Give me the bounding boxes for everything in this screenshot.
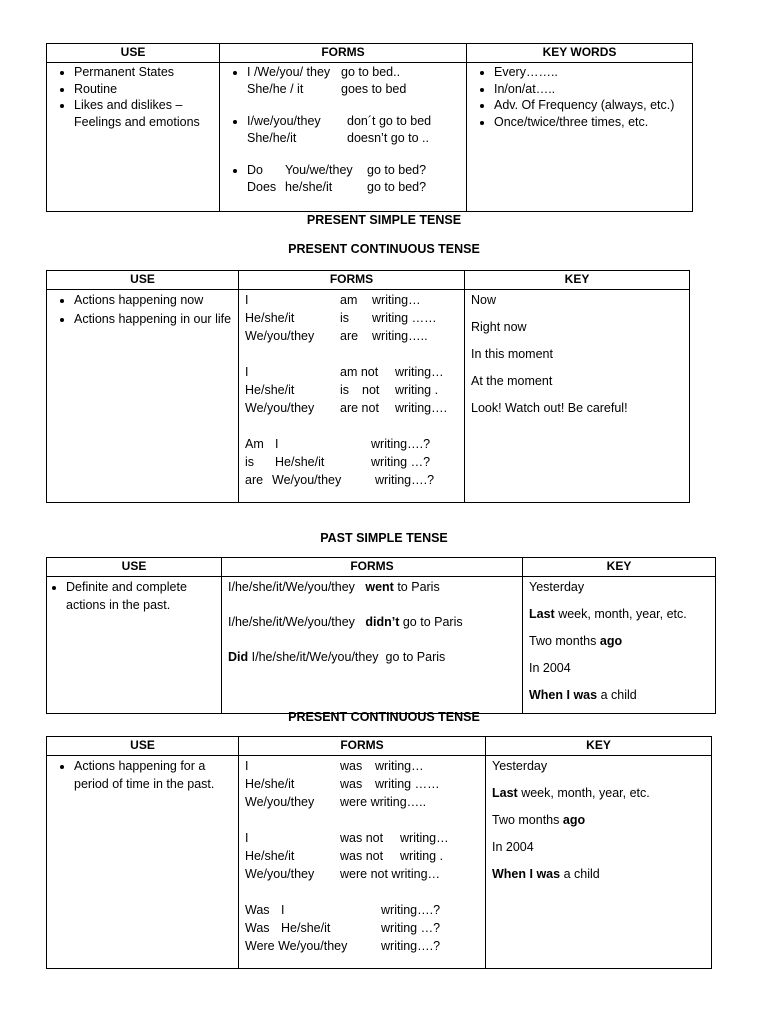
- form-affirmative: • I /We/you/ they go to bed.. She/he / it goes to bed: [247, 64, 465, 97]
- header-key-words: KEY WORDS: [467, 44, 693, 63]
- past-simple-table: [46, 557, 716, 714]
- key-words-cell: [467, 63, 693, 212]
- form-affirmative: I was writing… He/she/it was writing …… We/you/they were writing…..: [245, 759, 440, 809]
- form-question: • Do You/we/they go to bed? Does he/she/it go to bed?: [247, 162, 465, 195]
- key-word-item: • In/on/at…..: [494, 81, 691, 98]
- header-use: USE: [47, 44, 220, 63]
- heading-present-simple: PRESENT SIMPLE TENSE: [306, 213, 462, 227]
- header-key: KEY: [465, 271, 690, 290]
- forms-cell: [239, 290, 465, 503]
- key-word-item: • Adv. Of Frequency (always, etc.): [494, 97, 691, 114]
- key-item: Yesterday: [492, 759, 548, 773]
- key-item: When I was a child: [529, 688, 637, 702]
- header-forms: FORMS: [239, 271, 465, 290]
- use-item: • Permanent States: [74, 64, 218, 81]
- form-question: Did I/he/she/it/We/you/they go to Paris: [228, 650, 446, 664]
- form-negative: I/he/she/it/We/you/they didn’t go to Paris: [228, 615, 463, 629]
- past-continuous-table: [46, 736, 712, 969]
- header-key: KEY: [486, 737, 712, 756]
- header-key: KEY: [523, 558, 716, 577]
- key-item: Right now: [471, 320, 527, 334]
- key-item: Now: [471, 293, 497, 307]
- key-item: In 2004: [492, 840, 534, 854]
- key-cell: [465, 290, 690, 503]
- use-item: • Likes and dislikes – Feelings and emotions: [74, 97, 218, 130]
- form-affirmative: I/he/she/it/We/you/they went to Paris: [228, 580, 440, 594]
- heading-past-simple: PAST SIMPLE TENSE: [320, 531, 448, 545]
- form-question: Was I writing….? Was He/she/it writing …? Were We/you/they writing….?: [245, 903, 441, 953]
- use-cell: [47, 290, 239, 503]
- key-item: In this moment: [471, 347, 553, 361]
- key-item: Yesterday: [529, 580, 585, 594]
- heading-present-continuous: PRESENT CONTINUOUS TENSE: [288, 242, 480, 256]
- key-item: Two months ago: [529, 634, 623, 648]
- header-use: USE: [47, 271, 239, 290]
- present-simple-table: [46, 43, 693, 212]
- key-item: At the moment: [471, 374, 553, 388]
- key-item: Last week, month, year, etc.: [492, 786, 650, 800]
- forms-cell: [239, 756, 486, 969]
- key-item: Two months ago: [492, 813, 586, 827]
- key-item: When I was a child: [492, 867, 600, 881]
- key-word-item: • Once/twice/three times, etc.: [494, 114, 691, 131]
- form-negative: • I/we/you/they don´t go to bed She/he/it doesn’t go to ..: [247, 113, 465, 146]
- key-word-item: • Every……..: [494, 64, 691, 81]
- heading-past-continuous: PRESENT CONTINUOUS TENSE: [288, 710, 480, 724]
- key-item: In 2004: [529, 661, 571, 675]
- forms-cell: [220, 63, 467, 212]
- header-use: USE: [47, 737, 239, 756]
- use-cell: [47, 63, 220, 212]
- header-forms: FORMS: [220, 44, 467, 63]
- header-forms: FORMS: [239, 737, 486, 756]
- forms-cell: [222, 577, 523, 714]
- header-forms: FORMS: [222, 558, 523, 577]
- use-item: • Definite and complete actions in the past.: [66, 578, 220, 614]
- form-negative: I was not writing… He/she/it was not writing . We/you/they were not writing…: [245, 831, 449, 881]
- form-question: Am I writing….? is He/she/it writing …? are We/you/they writing….?: [245, 437, 435, 487]
- use-cell: [47, 577, 222, 714]
- form-negative: I am not writing… He/she/it is not writing . We/you/they are not writing….: [245, 365, 448, 415]
- present-continuous-table: [46, 270, 690, 503]
- use-item: • Actions happening in our life: [74, 311, 237, 328]
- key-cell: [523, 577, 716, 714]
- use-item: • Actions happening for a period of time in the past.: [74, 757, 237, 793]
- key-item: Look! Watch out! Be careful!: [471, 401, 628, 415]
- key-cell: [486, 756, 712, 969]
- header-use: USE: [47, 558, 222, 577]
- use-cell: [47, 756, 239, 969]
- key-item: Last week, month, year, etc.: [529, 607, 687, 621]
- form-affirmative: I am writing… He/she/it is writing …… We/you/they are writing…..: [245, 293, 437, 343]
- use-item: • Routine: [74, 81, 218, 98]
- use-item: • Actions happening now: [74, 291, 237, 309]
